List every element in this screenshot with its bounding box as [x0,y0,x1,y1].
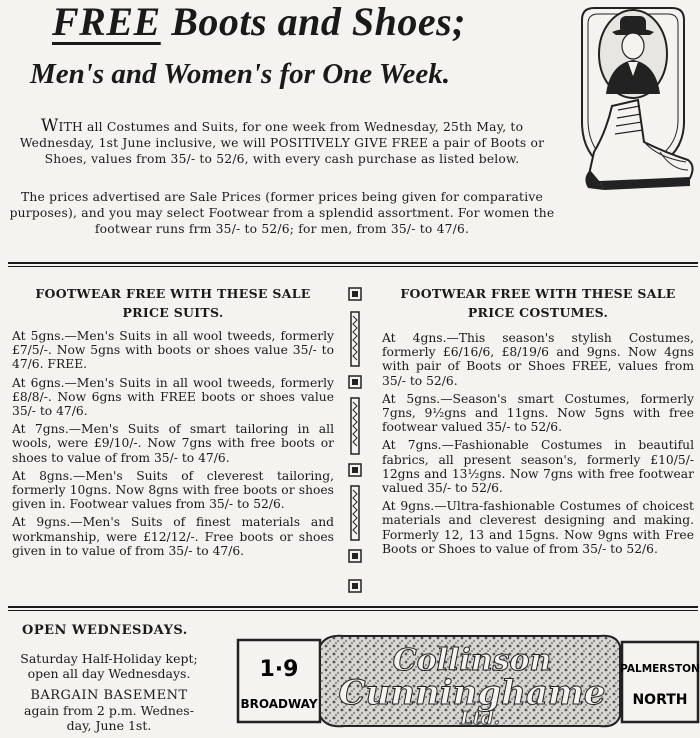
women-heading-line2: PRICE COSTUMES. [467,305,609,320]
bargain-basement-title: BARGAIN BASEMENT [30,688,188,703]
logo-town-line1: PALMERSTON [620,663,700,675]
women-offer-text: —Season's smart Costumes, formerly 7gns, 9½gns and 11gns. Now 5gns with free footwear valued 35/- to 52/6. [382,391,694,435]
intro-prices-paragraph: The prices advertised are Sale Prices (former prices being given for comparative purposes), and you may select Footwear from a splendid assortment. For women the footwear runs frm 35/- to 52/6; for men, from 35/- to 47/6. [9,190,555,236]
logo-name-line1: Collinson [392,643,552,678]
divider-top [8,262,698,264]
women-offer [382,499,694,556]
women-offer-price: At 5gns. [382,391,441,406]
women-offer-price: At 4gns. [382,331,447,345]
intro-dropcap: W [40,116,59,136]
bargain-basement-line2: day, June 1st. [66,718,152,733]
women-offer [382,438,694,495]
women-offer [382,392,694,435]
half-holiday-note [0,651,218,681]
men-offer [12,329,334,372]
men-heading-line2: PRICE SUITS. [122,305,224,320]
men-offer-price: At 9gns. [12,515,71,530]
women-heading [382,284,694,322]
men-offer-price: At 6gns. [12,375,65,390]
men-offer-price: At 5gns. [12,329,65,343]
men-heading [12,284,334,322]
women-offer-price: At 9gns. [382,499,435,514]
men-offer-price: At 8gns. [12,468,73,483]
women-offer-text: —This season's stylish Costumes, formerly £6/16/6, £8/19/6 and 9gns. Now 4gns with pair of Boots or Shoes FREE, values from 35/- to 52/6. [382,331,694,388]
intro-paragraph [6,118,558,167]
boot-illustration [560,2,700,202]
men-offer [12,469,334,512]
divider-top-thin [8,266,698,267]
women-offer-price: At 7gns. [382,438,442,453]
men-offer-text: —Men's Suits of cleverest tailoring, formerly 10gns. Now 8gns with free boots or shoes given in. Footwear values from 35/- to 52/6. [12,468,334,512]
half-holiday-line1: Saturday Half-Holiday kept; [20,651,198,666]
men-offer-text: —Men's Suits of smart tailoring in all wools, were £9/10/-. Now 7gns with free boots or shoes to value of from 35/- to 47/6. [12,422,334,465]
men-suits-column [12,284,334,562]
divider-bottom [8,606,698,608]
divider-bottom-thin [8,610,698,611]
men-heading-line1: FOOTWEAR FREE WITH THESE SALE [35,286,311,301]
store-logo [236,628,700,734]
women-offer-text: —Ultra-fashionable Costumes of choicest materials and cleverest designing and making. Formerly 12, 13 and 15gns. Now 9gns with Free Boots or Shoes to value of from 35/- to 52/6. [382,499,695,556]
ornamental-divider [348,286,362,596]
intro-text: ITH all Costumes and Suits, for one week from Wednesday, 25th May, to Wednesday, 1st June inclusive, we will POSITIVELY GIVE FREE a pair of Boots or Shoes, values from 35/- to 52/6, with every cash purchase as listed below. [19,120,545,166]
men-offer-price: At 7gns. [12,422,69,437]
logo-address-number: 1·9 [259,657,299,682]
women-offer-text: —Fashionable Costumes in beautiful fabrics, all present season's, formerly £10/5/- 12gns and 13½gns. Now 7gns with free footwear valued 35/- to 52/6. [382,438,694,496]
bargain-basement-line1: again from 2 p.m. Wednes- [24,703,194,718]
women-heading-line1: FOOTWEAR FREE WITH THESE SALE [400,286,676,301]
men-offer [12,515,334,558]
women-costumes-column [382,284,694,560]
open-wednesdays-title: OPEN WEDNESDAYS. [22,623,188,638]
logo-name-line2: Cunninghame [338,673,606,713]
logo-name-line3: Ltd. [460,708,500,729]
logo-town-line2: NORTH [632,692,688,708]
men-offer-text: —Men's Suits in all wool tweeds, formerly £8/8/-. Now 6gns with FREE boots or shoes value 35/- to 47/6. [12,375,334,419]
headline-free-word: FREE [52,0,161,44]
men-offer [12,376,334,419]
logo-street: BROADWAY [240,697,318,711]
women-offer [382,331,694,388]
headline [52,0,466,45]
headline-rest: Boots and Shoes; [171,0,466,44]
bargain-basement-note [0,688,218,733]
men-offers-list [12,329,334,558]
men-offer-text: —Men's Suits in all wool tweeds, formerly £7/5/-. Now 5gns with boots or shoes value 35/- to 47/6. FREE. [12,329,334,372]
men-offer [12,422,334,465]
half-holiday-line2: open all day Wednesdays. [27,666,191,681]
subheadline: Men's and Women's for One Week. [30,58,451,90]
men-offer-text: —Men's Suits of finest materials and workmanship, were £12/12/-. Free boots or shoes given in to value of from 35/- to 47/6. [12,515,334,558]
women-offers-list [382,331,694,556]
